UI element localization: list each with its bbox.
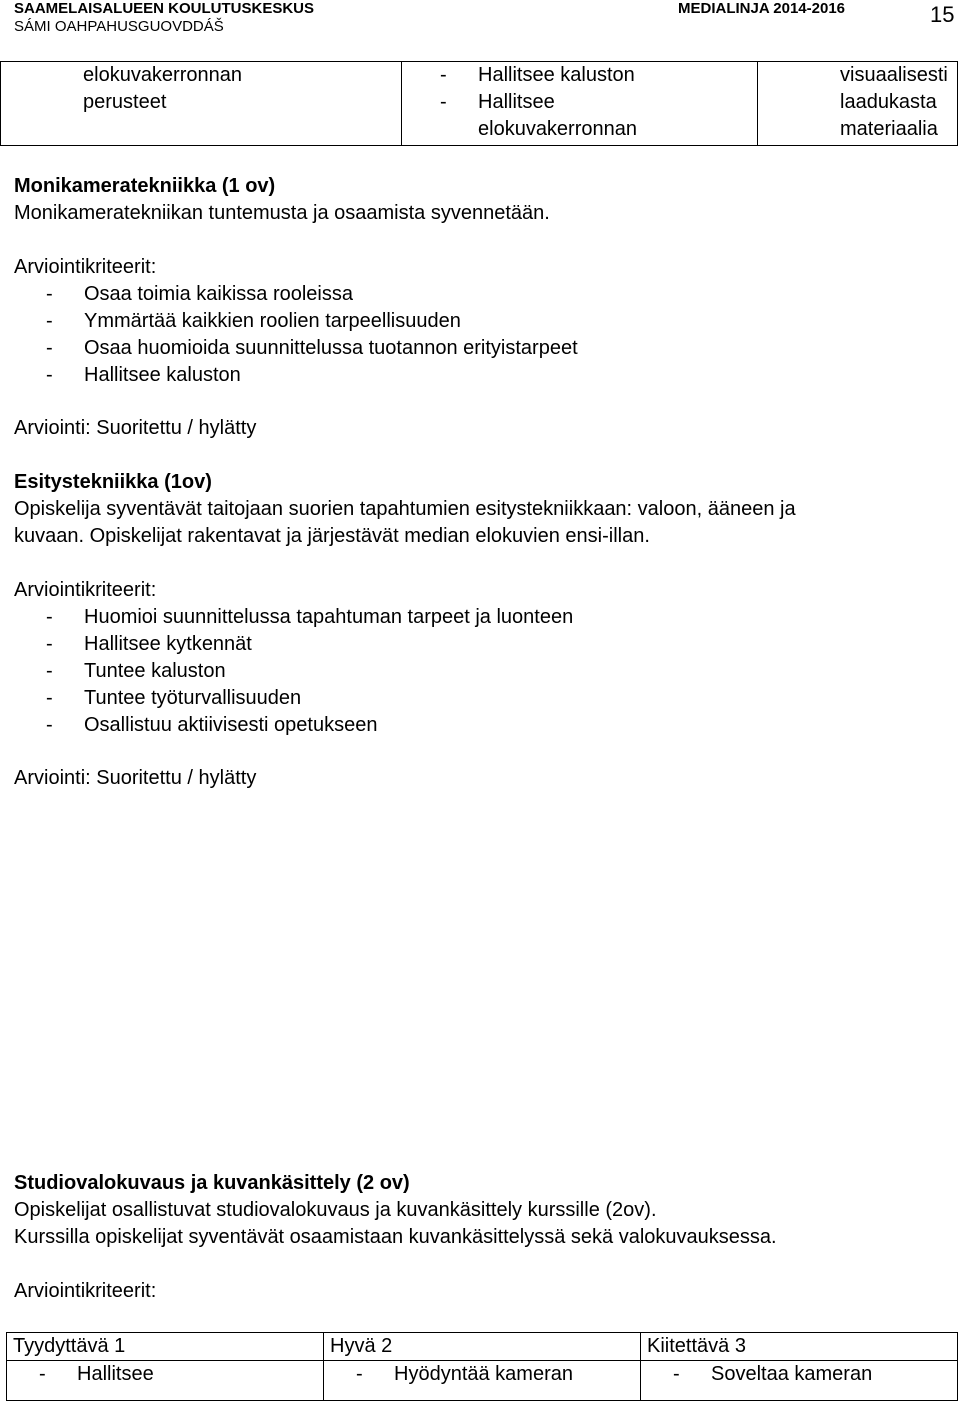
- table-cell: - Hyödyntää kameran: [324, 1361, 641, 1401]
- list-item: - Huomioi suunnittelussa tapahtuman tarpeet ja luonteen: [46, 606, 574, 628]
- criteria-label: Arviointikriteerit:: [14, 256, 157, 278]
- page-number: 15: [930, 2, 955, 27]
- org-name-sami: SÁMI OAHPAHUSGUOVDDÁŠ: [14, 18, 224, 35]
- list-item: - Tuntee työturvallisuuden: [46, 687, 302, 709]
- section-intro: Opiskelijat osallistuvat studiovalokuvaus ja kuvankäsittely kurssille (2ov).: [14, 1199, 657, 1221]
- list-item: - Hallitsee kaluston: [46, 364, 241, 386]
- criteria-table-continued: [0, 61, 958, 146]
- section-intro: kuvaan. Opiskelijat rakentavat ja järjestävät median elokuvien ensi-illan.: [14, 525, 650, 547]
- table-cell: - Hallitsee kaluston - Hallitsee elokuvakerronnan: [402, 62, 758, 146]
- grade-header: Hyvä 2: [324, 1333, 641, 1361]
- program-name: MEDIALINJA 2014-2016: [678, 0, 846, 17]
- table-cell: elokuvakerronnan perusteet: [1, 62, 402, 146]
- list-item: - Osaa huomioida suunnittelussa tuotannon erityistarpeet: [46, 337, 578, 359]
- criteria-label: Arviointikriteerit:: [14, 579, 157, 601]
- criteria-label: Arviointikriteerit:: [14, 1280, 157, 1302]
- list-item: - Tuntee kaluston: [46, 660, 226, 682]
- criteria-list: [46, 604, 573, 739]
- grade-header: Kiitettävä 3: [641, 1333, 958, 1361]
- section-intro: Monikameratekniikan tuntemusta ja osaamista syvennetään.: [14, 202, 550, 224]
- section-intro: Kurssilla opiskelijat syventävät osaamistaan kuvankäsittelyssä sekä valokuvauksessa.: [14, 1226, 777, 1248]
- section-title: Studiovalokuvaus ja kuvankäsittely (2 ov): [14, 1172, 410, 1194]
- table-cell: visuaalisesti laadukasta materiaalia: [758, 62, 958, 146]
- table-cell: - Hallitsee: [7, 1361, 324, 1401]
- section-intro: Opiskelija syventävät taitojaan suorien tapahtumien esitystekniikkaan: valoon, ääneen ja: [14, 498, 796, 520]
- criteria-list: [46, 281, 578, 389]
- list-item: - Ymmärtää kaikkien roolien tarpeellisuuden: [46, 310, 461, 332]
- section-title: Esitystekniikka (1ov): [14, 471, 212, 493]
- list-item: - Osaa toimia kaikissa rooleissa: [46, 283, 353, 305]
- list-item: - Osallistuu aktiivisesti opetukseen: [46, 714, 378, 736]
- table-cell: - Soveltaa kameran: [641, 1361, 958, 1401]
- section-title: Monikameratekniikka (1 ov): [14, 175, 276, 197]
- org-name: SAAMELAISALUEEN KOULUTUSKESKUS: [14, 0, 315, 17]
- assessment-text: Arviointi: Suoritettu / hylätty: [14, 417, 257, 439]
- list-item: - Hallitsee kytkennät: [46, 633, 252, 655]
- grade-header: Tyydyttävä 1: [7, 1333, 324, 1361]
- assessment-text: Arviointi: Suoritettu / hylätty: [14, 767, 257, 789]
